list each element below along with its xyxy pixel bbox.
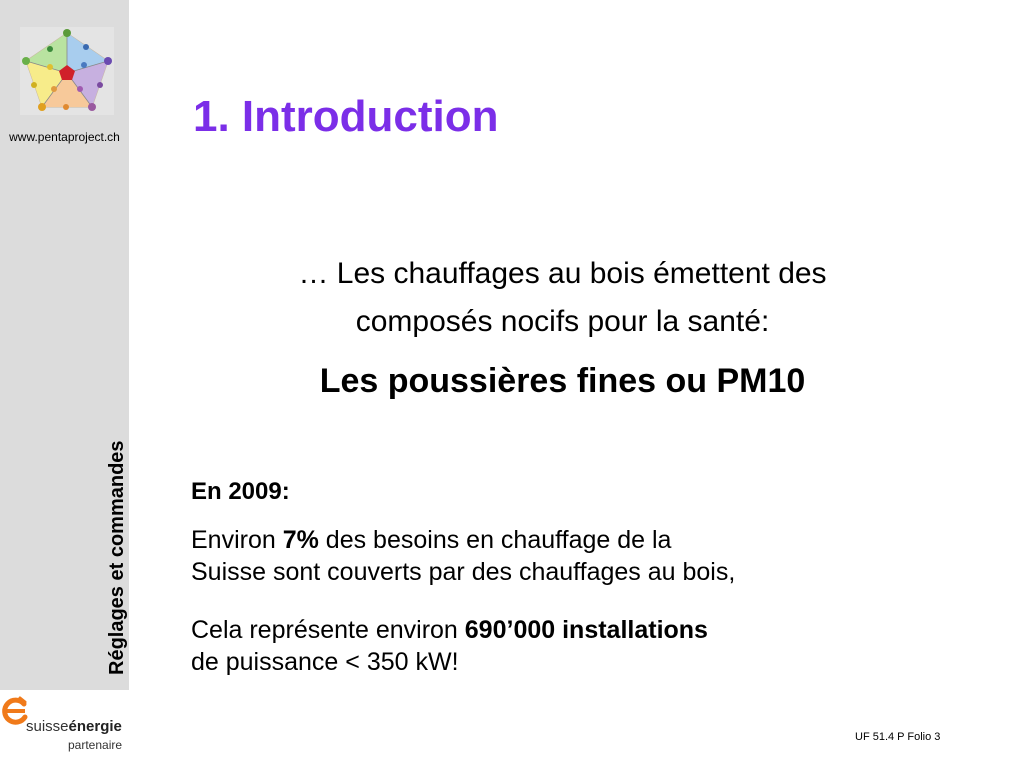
- pentaproject-logo: [20, 27, 114, 115]
- intro-line-2: composés nocifs pour la santé:: [355, 305, 770, 338]
- share-rest-2: Suisse sont couverts par des chauffages au bois,: [191, 558, 736, 586]
- installations-count: 690’000 installations: [464, 616, 708, 644]
- brand-name-light: suisse: [26, 718, 69, 735]
- share-percentage: 7%: [282, 526, 319, 554]
- share-prefix: Environ: [191, 526, 283, 554]
- website-url[interactable]: www.pentaproject.ch: [9, 130, 120, 144]
- paragraph-share: [191, 524, 951, 588]
- sidebar: [0, 0, 129, 690]
- pentagon-network-icon: [20, 27, 114, 115]
- brand-name-bold: énergie: [68, 718, 122, 735]
- share-rest-1: des besoins en chauffage de la: [318, 526, 672, 554]
- highlight-statement: Les poussières fines ou PM10: [319, 362, 806, 400]
- suisse-energie-logo: [0, 696, 140, 756]
- slide-title: 1. Introduction: [193, 92, 499, 141]
- brand-name: [26, 718, 122, 735]
- intro-text: [190, 250, 935, 346]
- section-vertical-label: Réglages et commandes: [106, 440, 128, 675]
- brand-subtitle: partenaire: [68, 738, 123, 752]
- year-heading: En 2009:: [191, 478, 290, 505]
- installations-rest: de puissance < 350 kW!: [191, 648, 459, 676]
- folio-reference: UF 51.4 P Folio 3: [855, 731, 941, 743]
- paragraph-installations: [191, 614, 951, 678]
- intro-line-1: … Les chauffages au bois émettent des: [298, 257, 827, 290]
- installations-prefix: Cela représente environ: [191, 616, 465, 644]
